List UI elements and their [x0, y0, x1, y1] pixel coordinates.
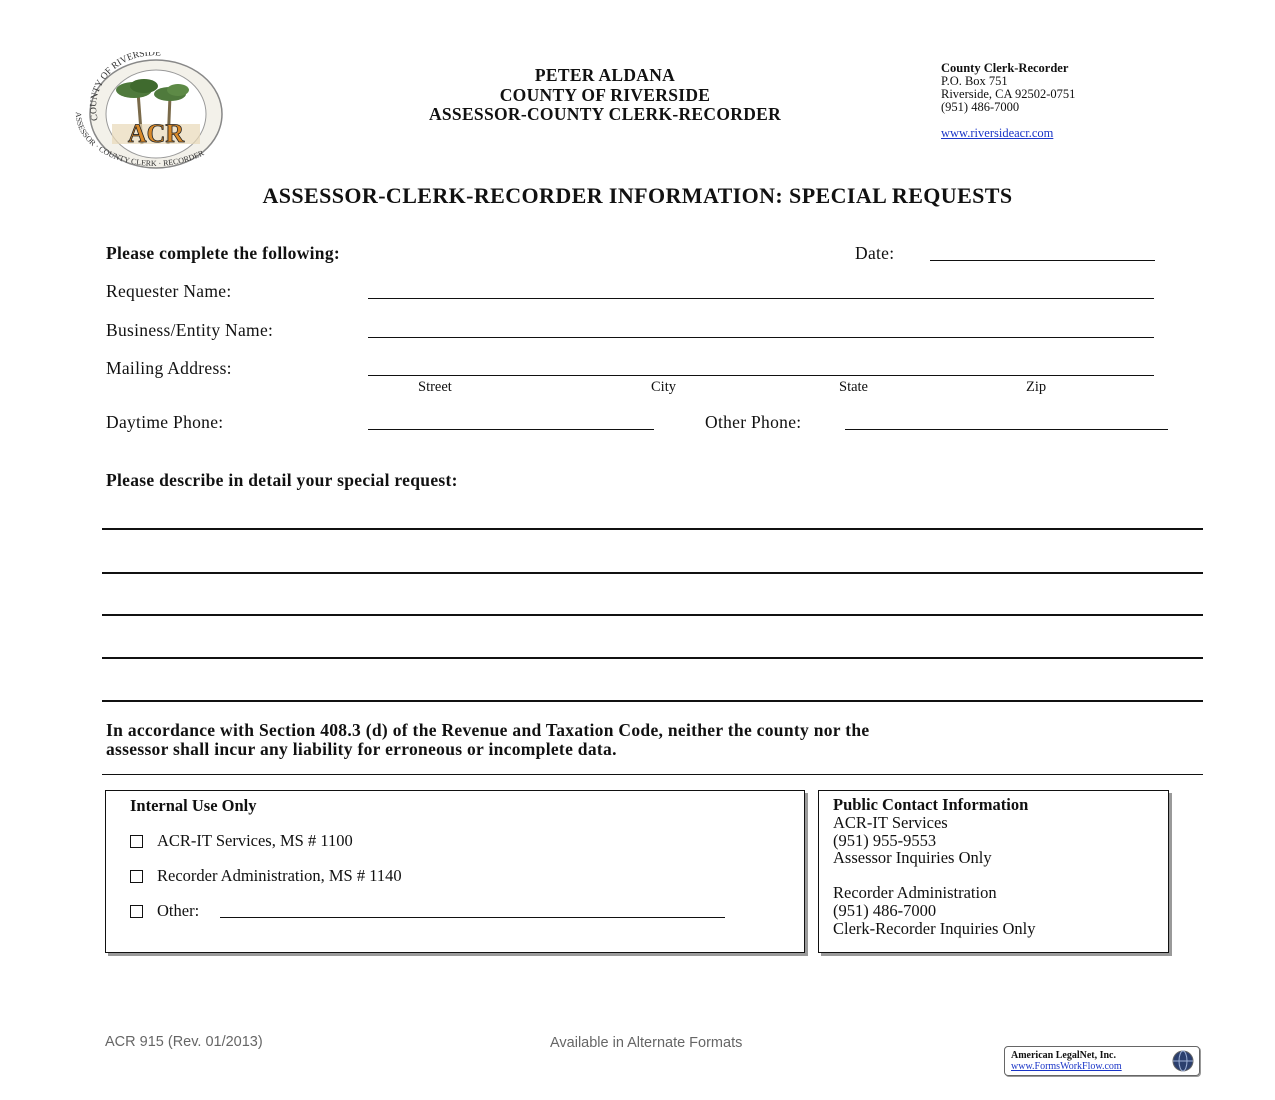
seal-ring-top-text: COUNTY OF RIVERSIDE — [89, 52, 162, 122]
option-recorder-admin-label: Recorder Administration, MS # 1140 — [157, 866, 402, 885]
liability-disclaimer — [106, 721, 869, 759]
request-line-5[interactable] — [102, 700, 1203, 702]
internal-use-title: Internal Use Only — [130, 796, 257, 815]
public-contact-dept1: ACR-IT Services — [833, 812, 948, 832]
public-contact-dept2: Recorder Administration — [833, 883, 997, 903]
public-contact-title: Public Contact Information — [833, 795, 1029, 814]
publisher-link[interactable]: www.FormsWorkFlow.com — [1011, 1061, 1122, 1072]
header-line-office: ASSESSOR-COUNTY CLERK-RECORDER — [428, 104, 782, 124]
daytime-phone-field[interactable] — [368, 429, 654, 430]
header-line-name: PETER ALDANA — [534, 65, 676, 85]
intro-label: Please complete the following: — [106, 243, 341, 263]
other-phone-field[interactable] — [845, 429, 1168, 430]
business-name-label: Business/Entity Name: — [106, 320, 274, 340]
mailing-address-field[interactable] — [368, 375, 1154, 376]
option-other — [130, 901, 199, 921]
other-field[interactable] — [220, 917, 725, 918]
requester-name-field[interactable] — [368, 298, 1154, 299]
seal-ring-bottom-text: ASSESSOR · COUNTY CLERK · RECORDER — [73, 111, 206, 169]
contact-po-box: P.O. Box 751 — [941, 74, 1008, 88]
business-name-field[interactable] — [368, 337, 1154, 338]
contact-title: County Clerk-Recorder — [941, 61, 1069, 75]
request-line-4[interactable] — [102, 657, 1203, 659]
option-other-label: Other: — [157, 901, 200, 920]
public-contact-phone2: (951) 486-7000 — [833, 900, 937, 920]
requester-name-label: Requester Name: — [106, 281, 232, 301]
address-city-caption: City — [651, 379, 676, 395]
publisher-name: American LegalNet, Inc. — [1011, 1050, 1116, 1061]
contact-block — [941, 62, 1075, 140]
contact-phone: (951) 486-7000 — [941, 100, 1020, 114]
request-line-3[interactable] — [102, 614, 1203, 616]
request-line-2[interactable] — [102, 572, 1203, 574]
describe-request-label: Please describe in detail your special request: — [106, 470, 458, 490]
form-title: ASSESSOR-CLERK-RECORDER INFORMATION: SPECIAL REQUESTS — [262, 183, 1013, 208]
option-acr-it-label: ACR-IT Services, MS # 1100 — [157, 831, 353, 850]
disclaimer-line-2: assessor shall incur any liability for erroneous or incomplete data. — [106, 739, 617, 759]
date-field[interactable] — [930, 260, 1155, 261]
request-line-1[interactable] — [102, 528, 1203, 530]
publisher-badge — [1004, 1046, 1200, 1076]
agency-header — [330, 66, 880, 125]
address-state-caption: State — [839, 379, 868, 395]
alternate-formats-note: Available in Alternate Formats — [550, 1035, 743, 1051]
public-contact-box — [818, 790, 1169, 953]
address-zip-caption: Zip — [1026, 379, 1047, 395]
checkbox-recorder-admin[interactable] — [130, 870, 143, 883]
globe-icon — [1171, 1049, 1195, 1073]
disclaimer-line-1: In accordance with Section 408.3 (d) of the Revenue and Taxation Code, neither the county nor the — [106, 720, 870, 740]
internal-use-box — [105, 790, 805, 953]
checkbox-acr-it[interactable] — [130, 835, 143, 848]
public-contact-note2: Clerk-Recorder Inquiries Only — [833, 918, 1036, 938]
address-street-caption: Street — [418, 379, 452, 395]
public-contact-info — [833, 796, 1036, 938]
mailing-address-label: Mailing Address: — [106, 358, 232, 378]
divider — [102, 774, 1203, 775]
website-link[interactable]: www.riversideacr.com — [941, 126, 1054, 140]
county-seal-logo — [70, 52, 240, 172]
option-acr-it — [130, 831, 353, 851]
checkbox-other[interactable] — [130, 905, 143, 918]
public-contact-phone1: (951) 955-9553 — [833, 830, 937, 850]
seal-acr-text: ACR — [127, 119, 185, 148]
daytime-phone-label: Daytime Phone: — [106, 412, 224, 432]
other-phone-label: Other Phone: — [705, 412, 802, 432]
public-contact-note1: Assessor Inquiries Only — [833, 848, 992, 868]
contact-city: Riverside, CA 92502-0751 — [941, 87, 1076, 101]
date-label: Date: — [855, 243, 895, 263]
header-line-county: COUNTY OF RIVERSIDE — [499, 84, 711, 105]
form-id: ACR 915 (Rev. 01/2013) — [105, 1034, 263, 1050]
option-recorder-admin — [130, 866, 402, 886]
